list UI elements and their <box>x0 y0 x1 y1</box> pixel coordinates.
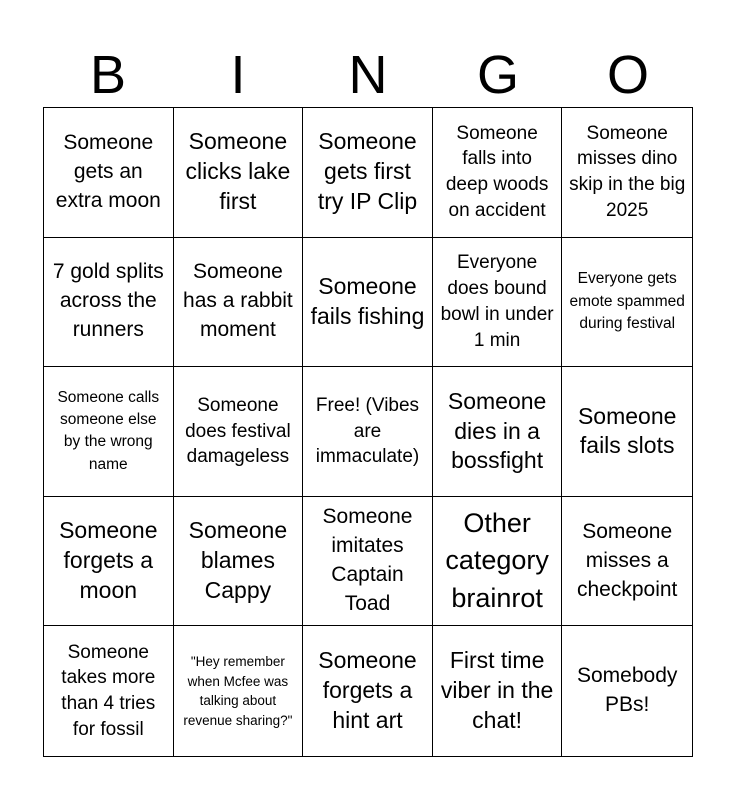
bingo-cell[interactable]: Someone calls someone else by the wrong name <box>44 367 174 497</box>
bingo-cell[interactable]: Someone falls into deep woods on accident <box>433 108 563 238</box>
bingo-cell[interactable]: Someone does festival damageless <box>174 367 304 497</box>
bingo-cell[interactable]: Someone misses dino skip in the big 2025 <box>562 108 692 238</box>
bingo-cell[interactable]: First time viber in the chat! <box>433 626 563 756</box>
header-letter-o: O <box>606 45 649 105</box>
bingo-cell[interactable]: Someone misses a checkpoint <box>562 497 692 627</box>
bingo-cell[interactable]: Someone fails slots <box>562 367 692 497</box>
bingo-cell[interactable]: Someone blames Cappy <box>174 497 304 627</box>
bingo-cell[interactable]: "Hey remember when Mcfee was talking about revenue sharing?" <box>174 626 304 756</box>
bingo-cell[interactable]: Someone clicks lake first <box>174 108 304 238</box>
bingo-cell[interactable]: Someone imitates Captain Toad <box>303 497 433 627</box>
bingo-cell[interactable]: Someone takes more than 4 tries for fossil <box>44 626 174 756</box>
bingo-cell[interactable]: Everyone does bound bowl in under 1 min <box>433 238 563 368</box>
bingo-cell[interactable]: Someone forgets a hint art <box>303 626 433 756</box>
bingo-header <box>43 42 693 108</box>
header-letter-b: B <box>89 45 127 105</box>
bingo-cell[interactable]: Other category brainrot <box>433 497 563 627</box>
bingo-board <box>43 107 693 757</box>
bingo-cell[interactable]: Someone gets an extra moon <box>44 108 174 238</box>
bingo-cell free-space[interactable]: Free! (Vibes are immaculate) <box>303 367 433 497</box>
bingo-cell[interactable]: Someone dies in a bossfight <box>433 367 563 497</box>
bingo-cell[interactable]: Someone fails fishing <box>303 238 433 368</box>
bingo-cell[interactable]: Someone gets first try IP Clip <box>303 108 433 238</box>
bingo-cell[interactable]: Somebody PBs! <box>576 664 678 717</box>
header-letter-i: I <box>230 45 246 105</box>
bingo-cell[interactable]: 7 gold splits across the runners <box>44 238 174 368</box>
bingo-cell[interactable]: Someone has a rabbit moment <box>174 238 304 368</box>
header-letter-g: G <box>476 45 519 105</box>
header-letter-n: N <box>348 45 388 105</box>
bingo-cell[interactable]: Someone forgets a moon <box>44 497 174 627</box>
bingo-cell[interactable]: Everyone gets emote spammed during festival <box>562 238 692 368</box>
